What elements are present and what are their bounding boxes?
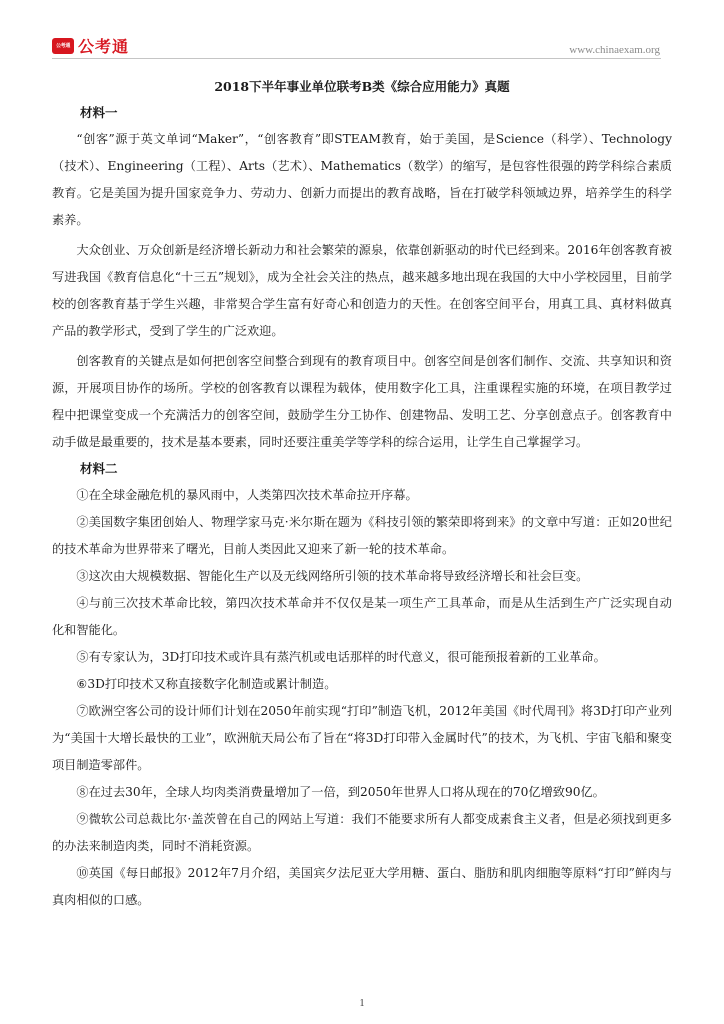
material-1-heading: 材料一 [80, 105, 118, 120]
material-2-item: ②美国数字集团创始人、物理学家马克·米尔斯在题为《科技引领的繁荣即将到来》的文章中写道：正如20世纪的技术革命为世界带来了曙光，目前人类因此又迎来了新一轮的技术革命。 [52, 515, 672, 556]
material-2-item: ①在全球金融危机的暴风雨中，人类第四次技术革命拉开序幕。 [76, 488, 418, 502]
material-2-heading: 材料二 [80, 461, 118, 476]
brand-logo[interactable] [52, 34, 129, 57]
material-2-item: ④与前三次技术革命比较，第四次技术革命并不仅仅是某一项生产工具革命，而是从生活到生产广泛实现自动化和智能化。 [52, 596, 672, 637]
site-url[interactable]: www.chinaexam.org [569, 44, 660, 56]
material-1-paragraph: 创客教育的关键点是如何把创客空间整合到现有的教育项目中。创客空间是创客们制作、交流、共享知识和资源，开展项目协作的场所。学校的创客教育以课程为载体，使用数字化工具，注重课程实施的环境，在项目教学过程中把课堂变成一个充满活力的创客空间，鼓励学生分工协作、创建物品、发明工艺、分享创意点子。创客教育中动手做是最重要的，技术是基本要素，同时还要注重美学等学科的综合运用，让学生自己掌握学习。 [52, 354, 672, 449]
material-2-item: ⑩英国《每日邮报》2012年7月介绍，美国宾夕法尼亚大学用糖、蛋白、脂肪和肌肉细胞等原料“打印”鲜肉与真肉相似的口感。 [52, 866, 672, 907]
document-body [52, 74, 672, 914]
logo-badge-icon: 公考通 [52, 38, 74, 54]
material-2-item: ⑤有专家认为，3D打印技术或许具有蒸汽机或电话那样的时代意义，很可能预报着新的工业革命。 [76, 650, 606, 664]
page-number: 1 [359, 998, 365, 1009]
material-1-paragraph: “创客”源于英文单词“Maker”，“创客教育”即STEAM教育，始于美国，是Science（科学）、Technology（技术）、Engineering（工程）、Arts（艺术）、Mathematics（数学）的缩写，是包容性很强的跨学科综合素质教育。它是美国为提升国家竞争力、劳动力、创新力而提出的教育战略，旨在打破学科领域边界，培养学生的科学素养。 [52, 132, 672, 227]
document-title: 2018下半年事业单位联考B类《综合应用能力》真题 [214, 79, 510, 94]
material-1-paragraph: 大众创业、万众创新是经济增长新动力和社会繁荣的源泉，依靠创新驱动的时代已经到来。2016年创客教育被写进我国《教育信息化“十三五”规划》，成为全社会关注的热点，越来越多地出现在我国的大中小学校园里，目前学校的创客教育基于学生兴趣，非常契合学生富有好奇心和创造力的天性。在创客空间平台，用真工具、真材料做真产品的教学形式，受到了学生的广泛欢迎。 [52, 243, 672, 338]
material-2-item: ③这次由大规模数据、智能化生产以及无线网络所引领的技术革命将导致经济增长和社会巨变。 [76, 569, 589, 583]
material-2-item: ⑦欧洲空客公司的设计师们计划在2050年前实现“打印”制造飞机，2012年美国《时代周刊》将3D打印产业列为“美国十大增长最快的工业”，欧洲航天局公布了旨在“将3D打印带入金属时代”的技术，为飞机、宇宙飞船和聚变项目制造零部件。 [52, 704, 672, 772]
page-header [0, 0, 724, 62]
material-2-item: ⑧在过去30年，全球人均肉类消费量增加了一倍，到2050年世界人口将从现在的70亿增致90亿。 [76, 785, 605, 799]
logo-text: 公考通 [78, 37, 130, 56]
header-divider [52, 58, 661, 59]
material-2-item: ⑨微软公司总裁比尔·盖茨曾在自己的网站上写道：我们不能要求所有人都变成素食主义者，但是必须找到更多的办法来制造肉类，同时不消耗资源。 [52, 812, 672, 853]
material-2-item: ⑥3D打印技术又称直接数字化制造或累计制造。 [76, 677, 337, 691]
